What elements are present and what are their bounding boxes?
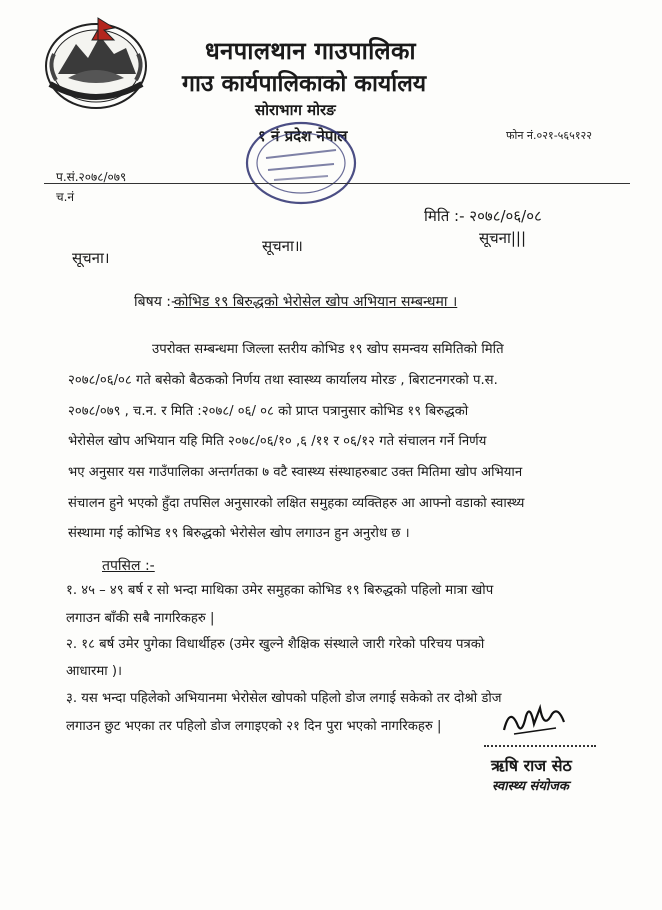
subject-label: बिषय :- bbox=[134, 294, 177, 310]
body-line-7: संस्थामा गई कोभिड १९ बिरुद्धको भेरोसेल खोप लगाउन हुन अनुरोध छ । bbox=[68, 526, 410, 541]
notice-heading-2: सूचना॥ bbox=[262, 237, 303, 255]
letter-date: मिति :- २०७८/०६/०८ bbox=[424, 207, 542, 225]
tapasil-label: तपसिल :- bbox=[102, 558, 155, 574]
signatory-name: ऋषि राज सेठ bbox=[491, 756, 572, 775]
header-divider bbox=[44, 183, 630, 184]
body-line-1: उपरोक्त सम्बन्धमा जिल्ला स्तरीय कोभिड १९ खोप समन्वय समितिको मिति bbox=[152, 342, 504, 357]
list-item-3: ३. यस भन्दा पहिलेको अभियानमा भेरोसेल खोपको पहिलो डोज लगाई सकेको तर दोश्रो डोज bbox=[66, 691, 502, 706]
signature-icon bbox=[500, 700, 568, 740]
body-line-3: २०७८/०७९ , च.न. र मिति :२०७८/ ०६/ ०८ को प्राप्त पत्रानुसार कोभिड १९ बिरुद्धको bbox=[68, 404, 469, 419]
body-line-5: भए अनुसार यस गाउँपालिका अन्तर्गतका ७ वटै स्वास्थ्य संस्थाहरुबाट उक्त मितिमा खोप अभियान bbox=[68, 465, 523, 480]
signature-line bbox=[484, 745, 596, 747]
patra-sankhya: प.सं.२०७८/०७९ bbox=[56, 170, 127, 184]
subject-text: कोभिड १९ बिरुद्धको भेरोसेल खोप अभियान सम्बन्धमा । bbox=[174, 294, 458, 310]
chalani-number: च.नं bbox=[56, 190, 75, 204]
list-item-3-cont: लगाउन छुट भएका तर पहिलो डोज लगाइएको २१ दिन पुरा भएको नागरिकहरु | bbox=[66, 719, 442, 734]
office-subtitle: गाउ कार्यपालिकाको कार्यालय bbox=[182, 71, 427, 97]
list-item-1-cont: लगाउन बाँकी सबै नागरिकहरु | bbox=[66, 611, 215, 626]
phone-number: फोन नं.०२१-५६५१२२ bbox=[506, 129, 592, 142]
notice-heading-3: सूचना||| bbox=[479, 229, 527, 247]
list-item-1: १. ४५ – ४९ बर्ष र सो भन्दा माथिका उमेर समुहका कोभिड १९ बिरुद्धको पहिलो मात्रा खोप bbox=[66, 583, 494, 598]
office-location: सोराभाग मोरङ bbox=[255, 101, 336, 119]
list-item-2-cont: आधारमा )। bbox=[66, 664, 123, 679]
list-item-2: २. १८ बर्ष उमेर पुगेका विधार्थीहरु (उमेर खुल्ने शैक्षिक संस्थाले जारी गरेको परिचय पत्रको bbox=[66, 637, 485, 652]
body-line-6: संचालन हुने भएको हुँदा तपसिल अनुसारको लक्षित समुहका व्यक्तिहरु आ आफ्नो वडाको स्वास्थ्य bbox=[68, 496, 525, 511]
body-line-4: भेरोसेल खोप अभियान यहि मिति २०७८/०६/१० ,६ /११ र ०६/१२ गते संचालन गर्ने निर्णय bbox=[68, 434, 487, 449]
office-province: १ नं प्रदेश नेपाल bbox=[258, 127, 348, 145]
notice-heading-1: सूचना। bbox=[72, 249, 110, 267]
office-stamp-icon bbox=[244, 120, 358, 206]
signatory-title: स्वास्थ्य संयोजक bbox=[492, 779, 569, 794]
office-name: धनपालथान गाउपालिका bbox=[205, 37, 416, 65]
nepal-emblem-icon bbox=[40, 14, 152, 112]
body-line-2: २०७८/०६/०८ गते बसेको बैठकको निर्णय तथा स्वास्थ्य कार्यालय मोरङ , बिराटनगरको प.स. bbox=[68, 373, 498, 388]
